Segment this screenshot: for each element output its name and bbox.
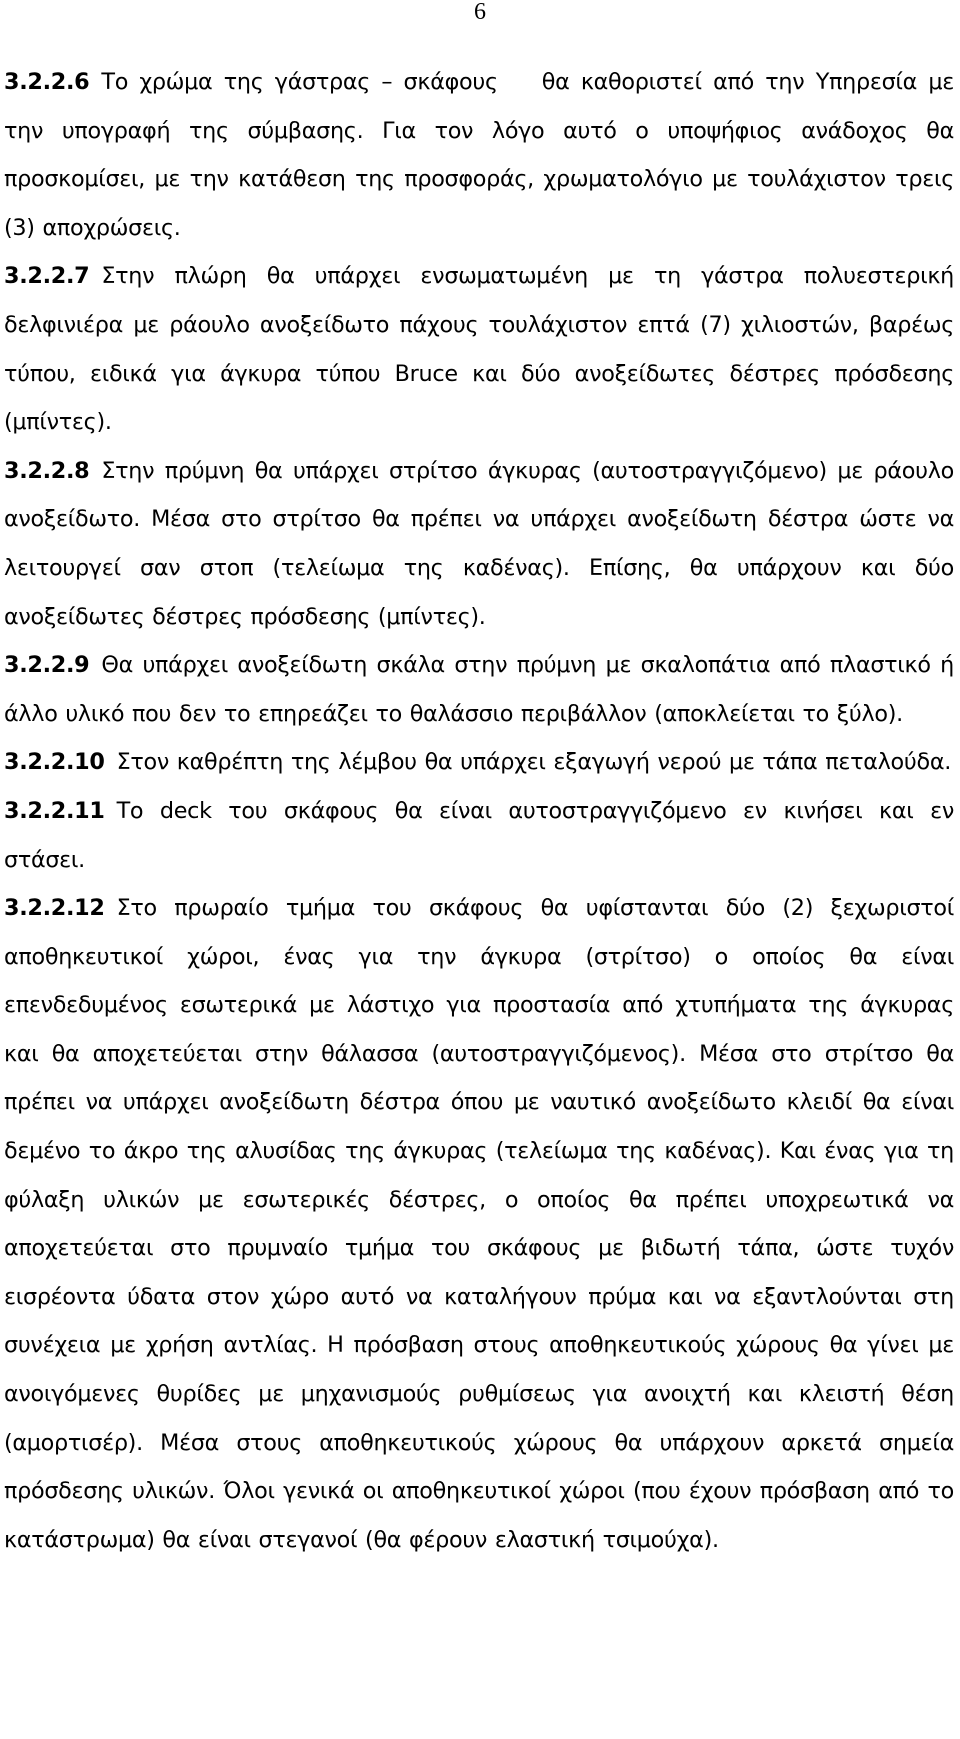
document-body	[4, 58, 954, 1564]
section-3-2-2-10	[4, 738, 954, 787]
section-number: 3.2.2.10	[4, 749, 105, 776]
section-text: Στον καθρέπτη της λέμβου θα υπάρχει εξαγωγή νερού με τάπα πεταλούδα.	[116, 749, 952, 776]
section-3-2-2-11	[4, 787, 954, 884]
section-3-2-2-12	[4, 884, 954, 1564]
section-3-2-2-6	[4, 58, 954, 252]
section-number: 3.2.2.11	[4, 797, 105, 824]
section-text: Το deck του σκάφους θα είναι αυτοστραγγιζόμενο εν κινήσει και εν στάσει.	[4, 797, 954, 873]
section-text: Στην πλώρη θα υπάρχει ενσωματωμένη με τη γάστρα πολυεστερική δελφινιέρα με ράουλο ανοξείδωτο πάχους τουλάχιστον επτά (7) χιλιοστών, βαρέως τύπου, ειδικά για άγκυρα τύπου Bruce και δύο ανοξείδωτες δέστρες πρόσδεσης (μπίντες).	[4, 263, 954, 436]
section-number: 3.2.2.6	[4, 69, 90, 95]
section-3-2-2-7	[4, 252, 954, 446]
section-text-part-b: θα καθοριστεί από την Υπηρεσία με την υπογραφή της σύμβασης. Για τον λόγο αυτό ο υποψήφιος ανάδοχος θα προσκομίσει, με την κατάθεση της προσφοράς, χρωματολόγιο με τουλάχιστον τρεις (3) αποχρώσεις.	[4, 69, 954, 241]
section-text-part-a: Το χρώμα της γάστρας – σκάφους	[101, 69, 498, 95]
section-3-2-2-9	[4, 641, 954, 738]
section-text: Στην πρύμνη θα υπάρχει στρίτσο άγκυρας (αυτοστραγγιζόμενο) με ράουλο ανοξείδωτο. Μέσα στο στρίτσο θα πρέπει να υπάρχει ανοξείδωτη δέστρα ώστε να λειτουργεί σαν στοπ (τελείωμα της καδένας). Επίσης, θα υπάρχουν και δύο ανοξείδωτες δέστρες πρόσδεσης (μπίντες).	[4, 457, 954, 630]
page-number: 6	[474, 0, 486, 25]
section-number: 3.2.2.12	[4, 895, 105, 922]
section-text: Στο πρωραίο τμήμα του σκάφους θα υφίστανται δύο (2) ξεχωριστοί αποθηκευτικοί χώροι, ένας για την άγκυρα (στρίτσο) ο οποίος θα είναι επενδεδυμένος εσωτερικά με λάστιχο για προστασία από χτυπήματα της άγκυρας και θα αποχετεύεται στην θάλασσα (αυτοστραγγιζόμενος). Μέσα στο στρίτσο θα πρέπει να υπάρχει ανοξείδωτη δέστρα όπου με ναυτικό ανοξείδωτο κλειδί θα είναι δεμένο το άκρο της αλυσίδας της άγκυρας (τελείωμα της καδένας). Και ένας για τη φύλαξη υλικών με εσωτερικές δέστρες, ο οποίος θα πρέπει υποχρεωτικά να αποχετεύεται στο πρυμναίο τμήμα του σκάφους με βιδωτή τάπα, ώστε τυχόν εισρέοντα ύδατα στον χώρο αυτό να καταλήγουν πρύμα και να εξαντλούνται στη συνέχεια με χρήση αντλίας. Η πρόσβαση στους αποθηκευτικούς χώρους θα γίνει με ανοιγόμενες θυρίδες με μηχανισμούς ρυθμίσεως για ανοιχτή και κλειστή θέση (αμορτισέρ). Μέσα στους αποθηκευτικούς χώρους θα υπάρχουν αρκετά σημεία πρόσδεσης υλικών. Όλοι γενικά οι αποθηκευτικοί χώροι (που έχουν πρόσβαση από το κατάστρωμα) θα είναι στεγανοί (θα φέρουν ελαστική τσιμούχα).	[4, 895, 954, 1553]
section-number: 3.2.2.9	[4, 652, 90, 679]
section-text: Θα υπάρχει ανοξείδωτη σκάλα στην πρύμνη με σκαλοπάτια από πλαστικό ή άλλο υλικό που δεν το επηρεάζει το θαλάσσιο περιβάλλον (αποκλείεται το ξύλο).	[4, 652, 954, 727]
section-number: 3.2.2.7	[4, 263, 90, 290]
section-3-2-2-8	[4, 447, 954, 641]
section-number: 3.2.2.8	[4, 457, 90, 484]
